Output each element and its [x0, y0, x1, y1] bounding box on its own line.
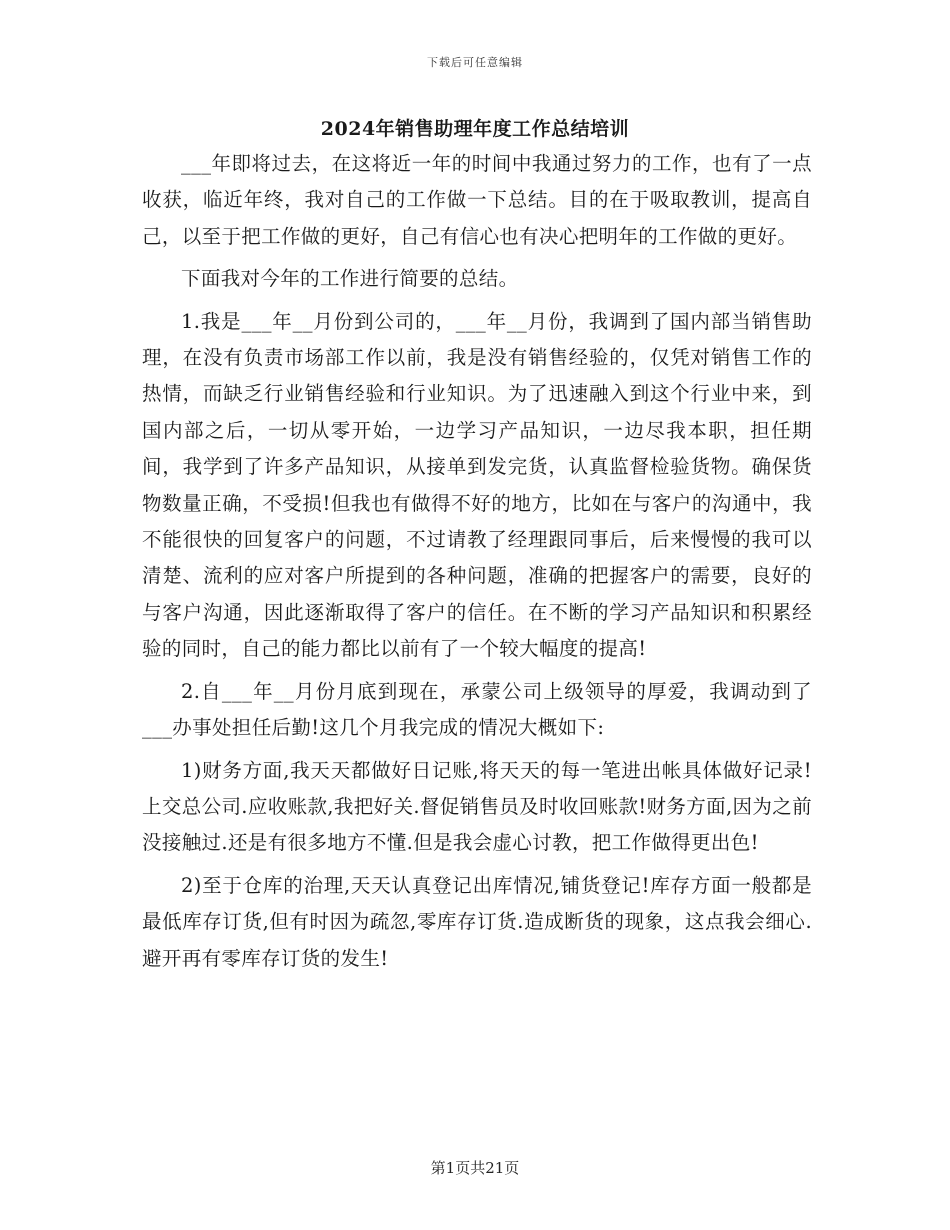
- paragraph-summary-lead: 下面我对今年的工作进行简要的总结。: [181, 267, 519, 291]
- paragraph-finance: 1)财务方面,我天天都做好日记账,将天天的每一笔进出帐具体做好记录!上交总公司.应收账款,我把好关.督促销售员及时收回账款!财务方面,因为之前没接触过.还是有很多地方不懂.但是我会虚心讨教，把工作做得更出色!: [142, 758, 812, 855]
- paragraph-warehouse: 2)至于仓库的治理,天天认真登记出库情况,铺货登记!库存方面一般都是最低库存订货,但有时因为疏忽,零库存订货.造成断货的现象，这点我会细心.避开再有零库存订货的发生!: [142, 873, 812, 970]
- page-number: 第1页共21页: [430, 1159, 520, 1177]
- paragraph-intro: ___年即将过去，在这将近一年的时间中我通过努力的工作，也有了一点收获，临近年终，我对自己的工作做一下总结。目的在于吸取教训，提高自己，以至于把工作做的更好，自己有信心也有决心把明年的工作做的更好。: [142, 152, 812, 248]
- document-title: 2024年销售助理年度工作总结培训: [320, 118, 630, 140]
- paragraph-point-1: 1.我是___年__月份到公司的，___年__月份，我调到了国内部当销售助理，在没有负责市场部工作以前，我是没有销售经验的，仅凭对销售工作的热情，而缺乏行业销售经验和行业知识。为了迅速融入到这个行业中来，到国内部之后，一切从零开始，一边学习产品知识，一边尽我本职，担任期间，我学到了许多产品知识，从接单到发完货，认真监督检验货物。确保货物数量正确，不受损!但我也有做得不好的地方，比如在与客户的沟通中，我不能很快的回复客户的问题，不过请教了经理跟同事后，后来慢慢的我可以清楚、流利的应对客户所提到的各种问题，准确的把握客户的需要，良好的与客户沟通，因此逐渐取得了客户的信任。在不断的学习产品知识和积累经验的同时，自己的能力都比以前有了一个较大幅度的提高!: [142, 309, 812, 661]
- paragraph-point-2: 2.自___年__月份月底到现在，承蒙公司上级领导的厚爱，我调动到了___办事处担任后勤!这几个月我完成的情况大概如下:: [142, 679, 812, 740]
- document-body: [142, 146, 812, 977]
- header-note: 下载后可任意编辑: [427, 56, 523, 69]
